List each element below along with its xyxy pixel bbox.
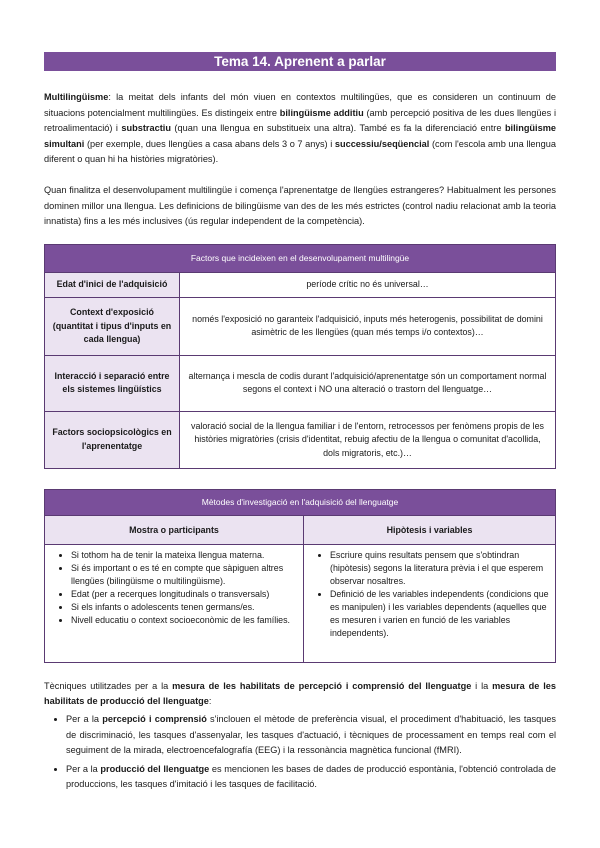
paragraph-multilingualism [44, 90, 556, 168]
term-additive: bilingüisme additiu [279, 107, 364, 118]
paragraph-techniques [44, 679, 556, 710]
paragraph-text: (com l'escola amb una llengua diferent o quan hi ha històries migratòries). [44, 138, 556, 165]
term-production: producció del llenguatge [100, 763, 210, 774]
factors-table [44, 244, 556, 469]
sample-list-cell [45, 544, 304, 662]
paragraph-definitions: Quan finalitza el desenvolupament multilingüe i comença l'aprenentatge de llengües estrangeres? Habitualment les persones dominen millor una llengua. Les definicions de bilingüisme van des de les més estrictes (control nadiu relacionat amb la teoria innatista) fins a les més inclusives (ús regular independent de la competència). [44, 184, 556, 227]
list-item [66, 712, 556, 759]
techniques-list [44, 712, 556, 793]
factor-label: Interacció i separació entre els sistemes lingüístics [45, 355, 180, 411]
bullet-text: es mencionen les bases de dades de producció espontània, l'obtenció controlada de produccions, les tasques d'imitació i les tasques de facilitació. [66, 763, 557, 790]
factor-value: només l'exposició no garanteix l'adquisició, inputs més heterogenis, possibilitat de domini asimètric de les llengües (quan més temps i/o contextos)… [180, 297, 556, 355]
list-item: • Si és important o es té en compte que sàpiguen altres llengües (bilingüisme o multilingüisme). [71, 562, 297, 588]
bullet-text: Per a la [66, 763, 101, 774]
list-item: • Escriure quins resultats pensem que s'obtindran (hipòtesis) segons la literatura prèvia i el que esperem observar nosaltres. [330, 549, 549, 588]
methods-table [44, 489, 556, 663]
factor-value: alternança i mescla de codis durant l'adquisició/aprenentatge són un comportament normal segons el context i NO una alteració o trastorn del llenguatge… [180, 355, 556, 411]
column-title-hypotheses: Hipòtesis i variables [304, 515, 556, 544]
list-item: • Si tothom ha de tenir la mateixa llengua materna. [71, 549, 297, 562]
factors-table-header: Factors que incideixen en el desenvolupament multilingüe [45, 244, 556, 272]
column-title-sample: Mostra o participants [45, 515, 304, 544]
term-simultaneous: bilingüisme simultani [44, 123, 556, 149]
term-perception: percepció i comprensió [102, 713, 207, 724]
term-multilingualism: Multilingüisme [44, 92, 109, 102]
paragraph-text: (per exemple, dues llengües a casa abans dels 3 o 7 anys) i [84, 138, 335, 149]
paragraph-text: (amb percepció positiva de les dues llengües i retroalimentació) i [44, 107, 556, 134]
factor-label: Edat d'inici de l'adquisició [45, 272, 180, 297]
paragraph-text: : [208, 696, 212, 707]
paragraph-text: (quan una llengua en substitueix una altra). També es fa la diferenciació entre [170, 123, 505, 134]
factor-label: Factors sociopsicològics en l'aprenentatge [45, 411, 180, 468]
list-item: • Nivell educatiu o context socioeconòmic de les famílies. [71, 614, 297, 627]
bullet-text: Per a la [66, 713, 103, 724]
table-row [45, 297, 556, 355]
sample-list [51, 549, 297, 627]
list-item: • Si els infants o adolescents tenen germans/es. [71, 601, 297, 614]
page-title: Tema 14. Aprenent a parlar [44, 52, 556, 71]
list-item: • Edat (per a recerques longitudinals o transversals) [71, 588, 297, 601]
paragraph-text: Tècniques utilitzades per a la [44, 680, 173, 691]
document-page [44, 52, 556, 796]
table-row [45, 355, 556, 411]
paragraph-text: : la meitat dels infants del món viuen en contextos multilingües, que es consideren un continuum de situacions potencialment multilingües. Es distingeix entre [44, 92, 556, 118]
factor-value: valoració social de la llengua familiar i de l'entorn, retrocessos per fenòmens propis de les històries migratòries (crisis d'identitat, rebuig afectiu de la llengua o comunitat d'acollida, dols migratoris, etc.)… [180, 411, 556, 468]
methods-table-header: Mètodes d'investigació en l'adquisició del llenguatge [45, 489, 556, 515]
factor-label: Context d'exposició (quantitat i tipus d'inputs en cada llengua) [45, 297, 180, 355]
hypotheses-list-cell [304, 544, 556, 662]
list-item: • Definició de les variables independents (condicions que es manipulen) i les variables dependents (aquelles que es mesuren i varien en funció de les variables independents). [330, 588, 549, 640]
hypotheses-list [310, 549, 549, 640]
factor-value: període crític no és universal… [180, 272, 556, 297]
paragraph-text: i la [471, 680, 493, 691]
table-row [45, 411, 556, 468]
table-row [45, 272, 556, 297]
term-production-measure: mesura de les habilitats de producció del llenguatge [44, 680, 556, 707]
term-successive: successiu/seqüencial [334, 138, 430, 149]
term-subtractive: substractiu [121, 123, 171, 134]
list-item [66, 762, 556, 793]
bullet-text: s'inclouen el mètode de preferència visual, el procediment d'habituació, les tasques de discriminació, les tasques d'assenyalar, les tasques d'actuació, i tècniques de processament en temps real com el seguiment de la mirada, electroencefalografía (EEG) i la ressonància magnètica funcional (fMRI). [66, 713, 557, 756]
term-perception-measure: mesura de les habilitats de percepció i comprensió del llenguatge [172, 680, 472, 691]
